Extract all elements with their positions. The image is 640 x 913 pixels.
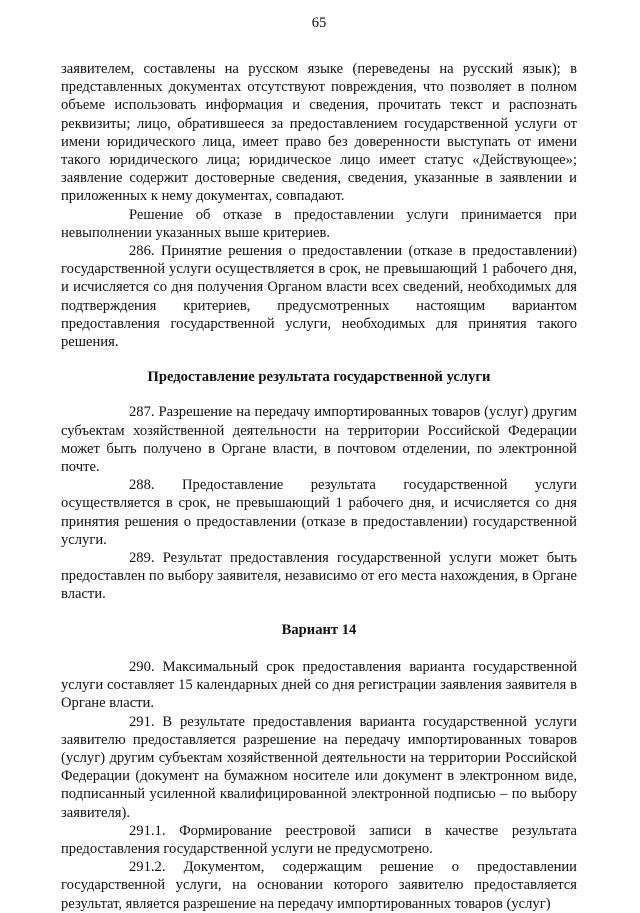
- paragraph-287: 287. Разрешение на передачу импортированных товаров (услуг) другим субъектам хозяйственной деятельности на территории Российской Федерации может быть получено в Органе власти, в почтовом отделении, по электронной почте.: [61, 404, 577, 476]
- paragraph-291-2: 291.2. Документом, содержащим решение о предоставлении государственной услуги, на основании которого заявителю предоставляется результат, является разрешение на передачу импортированных товаров (услуг): [61, 859, 577, 912]
- paragraph-289: 289. Результат предоставления государственной услуги может быть предоставлен по выбору заявителя, независимо от его места нахождения, в Органе власти.: [61, 550, 577, 603]
- paragraph-286: 286. Принятие решения о предоставлении (отказе в предоставлении) государственной услуги осуществляется в срок, не превышающий 1 рабочего дня, и исчисляется со дня получения Органом власти всех сведений, необходимых для подтверждения критериев, предусмотренных настоящим вариантом предоставления государственной услуги, необходимых для принятия такого решения.: [61, 243, 577, 351]
- paragraph-refusal-decision: Решение об отказе в предоставлении услуги принимается при невыполнении указанных выше критериев.: [61, 206, 577, 241]
- page-number: 65: [311, 15, 327, 31]
- paragraph-continuation: заявителем, составлены на русском языке (переведены на русский язык); в представленных документах отсутствуют повреждения, что позволяет в полном объеме использовать информация и сведения, прочитать текст и распознать реквизиты; лицо, обратившееся за предоставлением государственной услуги от имени юридического лица, имеет право без доверенности выступать от имени такого юридического лица; юридическое лицо имеет статус «Действующее»; заявление содержит достоверные сведения, сведения, указанные в заявлении и приложенных к нему документах, совпадают.: [61, 61, 577, 205]
- paragraph-291-1: 291.1. Формирование реестровой записи в качестве результата предоставления государственной услуги не предусмотрено.: [61, 822, 577, 857]
- section-heading-result-provision: Предоставление результата государственной услуги: [147, 369, 491, 386]
- paragraph-288: 288. Предоставление результата государственной услуги осуществляется в срок, не превышающий 1 рабочего дня, и исчисляется со дня принятия решения о предоставлении (отказе в предоставлении) государственной услуги.: [61, 477, 577, 548]
- paragraph-290: 290. Максимальный срок предоставления варианта государственной услуги составляет 15 календарных дней со дня регистрации заявления заявителя в Органе власти.: [61, 658, 577, 712]
- paragraph-291: 291. В результате предоставления варианта государственной услуги заявителю предоставляется разрешение на передачу импортированных товаров (услуг) другим субъектам хозяйственной деятельности на территории Российской Федерации (документ на бумажном носителе или документ в электронном виде, подписанный усиленной квалифицированной электронной подписью – по выбору заявителя).: [61, 713, 577, 821]
- section-heading-variant-14: Вариант 14: [281, 621, 357, 638]
